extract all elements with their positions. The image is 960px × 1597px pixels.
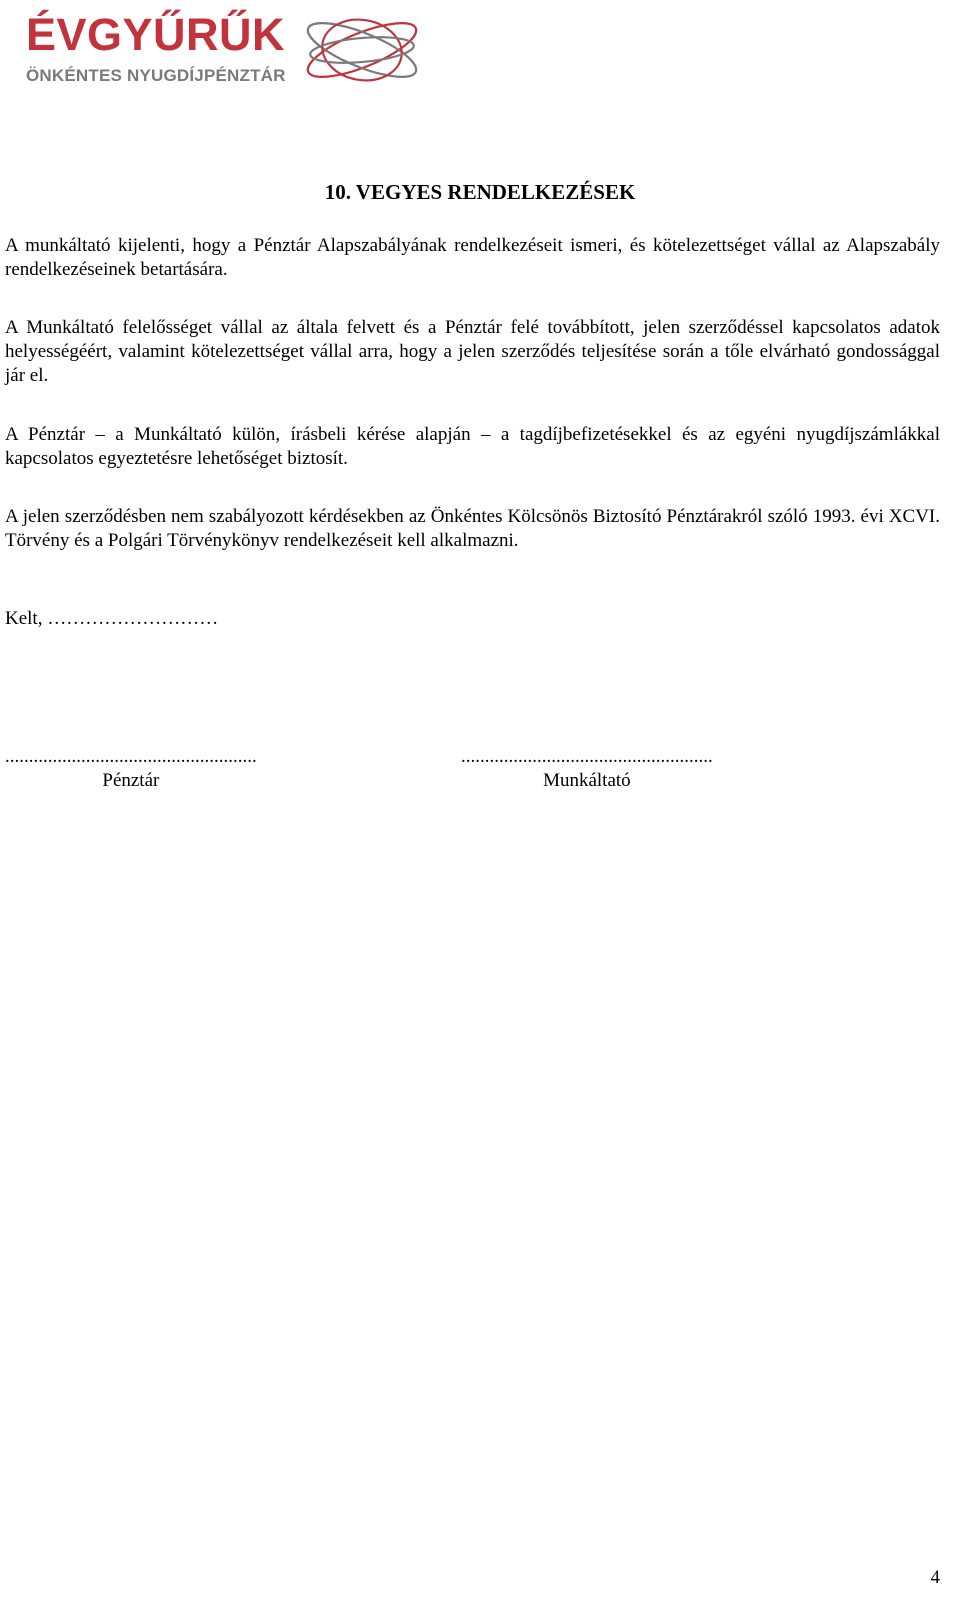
section-title: 10. VEGYES RENDELKEZÉSEK — [324, 180, 636, 204]
signature-label: Pénztár — [102, 770, 160, 791]
orbit-ellipses-icon — [298, 8, 426, 92]
paragraph-reconciliation: A Pénztár – a Munkáltató külön, írásbeli kérése alapján – a tagdíjbefizetésekkel és az egyéni nyugdíjszámlákkal kapcsolatos egyeztetésre lehetőséget biztosít. — [5, 424, 940, 469]
logo-subtitle: ÖNKÉNTES NYUGDÍJPÉNZTÁR — [26, 66, 286, 85]
paragraph-applicable-law: A jelen szerződésben nem szabályozott kérdésekben az Önkéntes Kölcsönös Biztosító Pénztárakról szóló 1993. évi XCVI. Törvény és a Polgári Törvénykönyv rendelkezéseit kell alkalmazni. — [5, 506, 940, 551]
signature-block-penztar — [5, 745, 257, 793]
logo — [26, 8, 426, 92]
paragraph-employer-responsibility: A Munkáltató felelősséget vállal az általa felvett és a Pénztár felé továbbított, jelen szerződéssel kapcsolatos adatok helyességéért, valamint kötelezettséget vállal arra, hogy a jelen szerződés teljesítése során a tőle elvárható gondossággal jár el. — [5, 317, 940, 386]
signature-line: ..................................................... — [461, 746, 713, 767]
signature-line: ..................................................... — [5, 746, 257, 767]
paragraph-employer-declaration: A munkáltató kijelenti, hogy a Pénztár Alapszabályának rendelkezéseit ismeri, és kötelezettséget vállal az Alapszabály rendelkezéseinek betartására. — [5, 235, 940, 280]
signature-block-munkaltato — [461, 745, 713, 793]
signature-label: Munkáltató — [543, 770, 631, 791]
place-date-line: Kelt, ……………………… — [5, 608, 219, 629]
logo-name: ÉVGYŰRŰK — [26, 9, 286, 60]
page-number: 4 — [930, 1567, 940, 1588]
